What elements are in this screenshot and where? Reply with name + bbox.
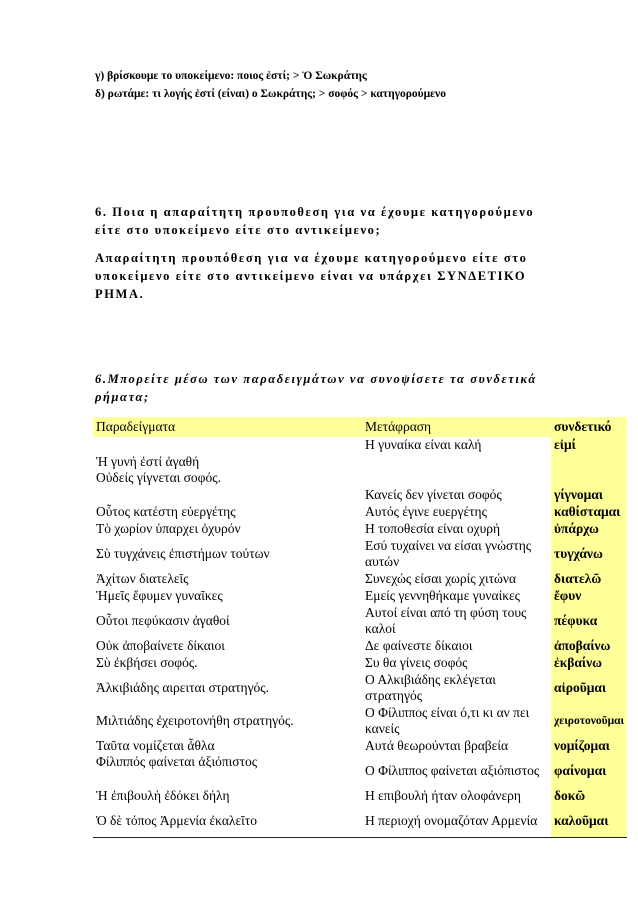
translation-cell: Αυτοί είναι από τη φύση τους καλοί bbox=[365, 604, 527, 636]
table-row bbox=[93, 587, 627, 604]
translation-cell: Εμείς γεννηθήκαμε γυναίκες bbox=[365, 587, 521, 603]
verb-cell: χειροτονοῦμαι bbox=[551, 704, 627, 737]
verb-cell: ἀποβαίνω bbox=[551, 637, 627, 654]
verb-cell: δοκῶ bbox=[551, 787, 627, 804]
translation-cell: Ο Φίλιππος φαίνεται αξιόπιστος bbox=[365, 762, 540, 778]
verb-cell: τυγχάνω bbox=[551, 537, 627, 570]
translation-cell: Ο Αλκιβιάδης εκλέγεται στρατηγός bbox=[365, 671, 496, 703]
translation-cell: Η περιοχή ονομαζόταν Αρμενία bbox=[365, 812, 538, 828]
header-examples: Παραδείγματα bbox=[93, 417, 362, 437]
verb-cell: καθίσταμαι bbox=[551, 503, 627, 520]
translation-cell: Αυτά θεωρούνται βραβεία bbox=[365, 737, 509, 753]
header-translation: Μετάφραση bbox=[362, 417, 551, 437]
table-row bbox=[93, 537, 627, 570]
example-cell: Οὐκ ἀποβαίνετε δίκαιοι bbox=[96, 637, 225, 653]
table-row bbox=[93, 804, 627, 838]
example-cell: Οὗτοι πεφύκασιν ἀγαθοί bbox=[96, 612, 230, 628]
verb-cell: διατελῶ bbox=[551, 570, 627, 587]
example-cell: Ἡ γυνή ἐστί ἀγαθή bbox=[96, 454, 200, 469]
verb-cell: φαίνομαι bbox=[551, 754, 627, 787]
table-row bbox=[93, 704, 627, 737]
verb-cell: ἔφυν bbox=[551, 587, 627, 604]
translation-cell: Κανείς δεν γίνεται σοφός bbox=[365, 487, 502, 502]
verb-cell: ἐκβαίνω bbox=[551, 654, 627, 671]
connective-verbs-table bbox=[93, 417, 627, 838]
example-cell: Σὺ τυγχάνεις ἐπιστήμων τούτων bbox=[96, 545, 270, 561]
table-row bbox=[93, 654, 627, 671]
verb-cell: αἱροῦμαι bbox=[551, 671, 627, 704]
verb-cell: καλοῦμαι bbox=[551, 804, 627, 838]
translation-cell: Δε φαίνεστε δίκαιοι bbox=[365, 637, 473, 653]
answer-6-line-3: ΡΗΜΑ. bbox=[95, 287, 145, 301]
translation-cell: Ο Φίλιππος είναι ό,τι κι αν πει κανείς bbox=[365, 704, 530, 736]
text-line-delta: δ) ρωτάμε: τι λογής ἐστί (είναι) ο Σωκράτης; > σοφός > κατηγορούμενο bbox=[95, 88, 446, 100]
table-row bbox=[93, 470, 627, 503]
verb-cell: ὑπάρχω bbox=[551, 520, 627, 537]
table-row bbox=[93, 787, 627, 804]
table-row bbox=[93, 437, 627, 470]
verb-cell: πέφυκα bbox=[551, 604, 627, 637]
translation-cell: Αυτός έγινε ευεργέτης bbox=[365, 503, 487, 519]
example-cell: Φίλιππός φαίνεται ἀξιόπιστος bbox=[96, 754, 258, 769]
example-cell: Ἀχίτων διατελεῖς bbox=[96, 570, 189, 586]
header-connective: συνδετικό bbox=[551, 417, 627, 437]
table-header-row bbox=[93, 417, 627, 437]
table-row bbox=[93, 637, 627, 654]
translation-cell: Η επιβουλή ήταν ολοφάνερη bbox=[365, 787, 521, 803]
exercise-6-line-1: 6.Μπορείτε μέσω των παραδειγμάτων να συνοψίσετε τα συνδετικά bbox=[95, 372, 537, 386]
translation-cell: Συνεχώς είσαι χωρίς χιτώνα bbox=[365, 570, 517, 586]
example-cell: Οὐδείς γίγνεται σοφός. bbox=[96, 470, 221, 485]
table-row bbox=[93, 604, 627, 637]
example-cell: Ὁ δὲ τόπος Ἀρμενία ἐκαλεῖτο bbox=[96, 812, 257, 828]
translation-cell: Συ θα γίνεις σοφός bbox=[365, 654, 468, 670]
table-row bbox=[93, 671, 627, 704]
translation-cell: Η τοποθεσία είναι οχυρή bbox=[365, 520, 501, 536]
text-line-gamma: γ) βρίσκουμε το υποκείμενο: ποιος ἐστί; > Ὁ Σωκράτης bbox=[95, 70, 367, 82]
example-cell: Ἀλκιβιάδης αιρειται στρατηγός. bbox=[96, 679, 270, 695]
exercise-6-line-2: ρήματα; bbox=[95, 390, 150, 404]
translation-cell: Η γυναίκα είναι καλή bbox=[365, 437, 482, 452]
answer-6-line-2: υποκείμενο είτε στο αντικείμενο είναι να υπάρχει ΣΥΝΔΕΤΙΚΟ bbox=[95, 269, 527, 283]
verb-cell: εἰμί bbox=[551, 437, 627, 470]
table-row bbox=[93, 503, 627, 520]
example-cell: Μιλτιάδης ἐχειροτονήθη στρατηγός. bbox=[96, 712, 294, 728]
example-cell: Σὺ ἐκβήσει σοφός. bbox=[96, 654, 198, 670]
translation-cell: Εσύ τυχαίνει να είσαι γνώστης αυτών bbox=[365, 537, 532, 569]
answer-6-line-1: Απαραίτητη προυπόθεση για να έχουμε κατηγορούμενο είτε στο bbox=[95, 251, 528, 265]
example-cell: Τὸ χωρίον ὑπαρχει ὀχυρόν bbox=[96, 520, 241, 536]
table-row bbox=[93, 754, 627, 787]
table-row bbox=[93, 570, 627, 587]
question-6-line-2: είτε στο υποκείμενο είτε στο αντικείμενο; bbox=[95, 223, 382, 237]
question-6-line-1: 6. Ποια η απαραίτητη προυποθεση για να έχουμε κατηγορούμενο bbox=[95, 205, 535, 219]
example-cell: Ἡμεῖς ἔφυμεν γυναῖκες bbox=[96, 587, 223, 603]
example-cell: Ἡ ἐπιβουλὴ ἐδόκει δήλη bbox=[96, 787, 230, 803]
verb-cell: νομίζομαι bbox=[551, 737, 627, 754]
verb-cell: γίγνομαι bbox=[551, 470, 627, 503]
example-cell: Ταῦτα νομίζεται ἆθλα bbox=[96, 737, 215, 753]
table-row bbox=[93, 520, 627, 537]
example-cell: Οὗτος κατέστη εὐεργέτης bbox=[96, 503, 236, 519]
table-row bbox=[93, 737, 627, 754]
